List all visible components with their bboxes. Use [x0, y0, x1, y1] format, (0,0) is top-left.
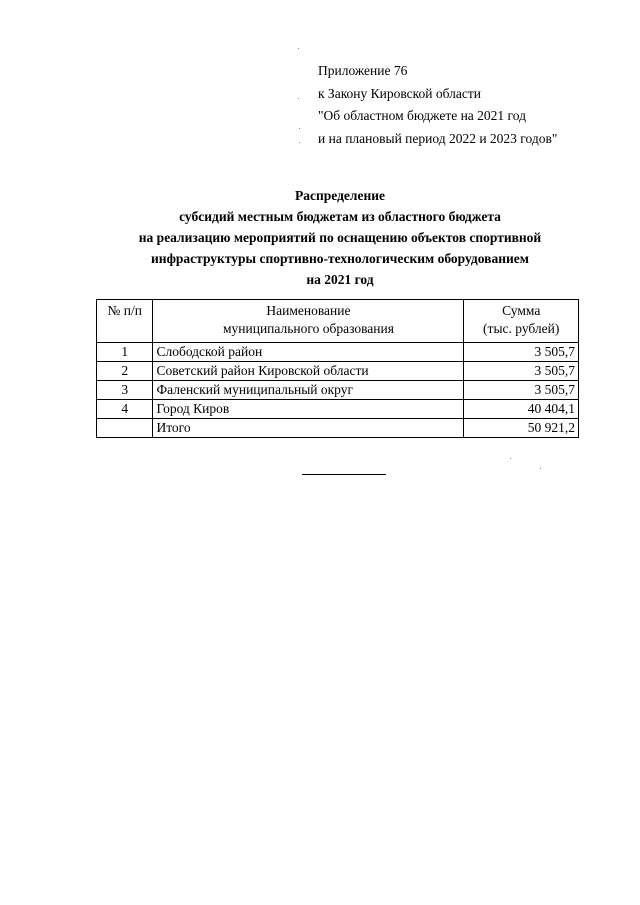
title-line: инфраструктуры спортивно-технологическим оборудованием	[151, 251, 529, 266]
row-name: Слободской район	[153, 343, 464, 362]
row-sum: 3 505,7	[464, 343, 579, 362]
total-label: Итого	[153, 419, 464, 438]
row-num: 3	[97, 381, 153, 400]
separator-line	[302, 474, 386, 475]
table-row	[97, 381, 579, 400]
title-line: Распределение	[294, 188, 386, 203]
scan-speck	[299, 142, 300, 143]
scan-speck	[299, 128, 300, 129]
row-sum: 3 505,7	[464, 362, 579, 381]
table-row	[97, 343, 579, 362]
appendix-line: и на плановый период 2022 и 2023 годов"	[318, 130, 558, 146]
appendix-line: "Об областном бюджете на 2021 год	[318, 108, 526, 123]
header-sum	[464, 300, 579, 343]
header-num: № п/п	[97, 300, 153, 343]
table-row	[97, 400, 579, 419]
header-sum-line2: (тыс. рублей)	[483, 321, 560, 336]
row-name: Город Киров	[153, 400, 464, 419]
row-num: 4	[97, 400, 153, 419]
row-name: Советский район Кировской области	[153, 362, 464, 381]
table-header-row	[97, 300, 579, 343]
row-sum: 3 505,7	[464, 381, 579, 400]
title-line: на реализацию мероприятий по оснащению объектов спортивной	[138, 230, 542, 245]
document-title	[90, 185, 590, 290]
row-sum: 40 404,1	[464, 400, 579, 419]
scan-speck	[298, 98, 299, 99]
scan-speck	[540, 468, 541, 469]
row-num: 1	[97, 343, 153, 362]
row-name: Фаленский муниципальный округ	[153, 381, 464, 400]
scan-speck	[510, 458, 511, 459]
total-num	[97, 419, 153, 438]
appendix-line: к Закону Кировской области	[318, 85, 482, 101]
row-num: 2	[97, 362, 153, 381]
header-name-line2: муниципального образования	[222, 321, 394, 336]
title-line: на 2021 год	[306, 272, 374, 287]
table-total-row	[97, 419, 579, 438]
scan-speck	[298, 48, 299, 49]
title-line: субсидий местным бюджетам из областного бюджета	[179, 209, 501, 224]
header-name	[153, 300, 464, 343]
header-sum-line1: Сумма	[502, 303, 541, 318]
total-sum: 50 921,2	[464, 419, 579, 438]
header-name-line1: Наименование	[266, 303, 351, 318]
distribution-table	[96, 299, 579, 438]
appendix-header	[318, 60, 557, 150]
appendix-line: Приложение 76	[318, 63, 408, 78]
table-row	[97, 362, 579, 381]
